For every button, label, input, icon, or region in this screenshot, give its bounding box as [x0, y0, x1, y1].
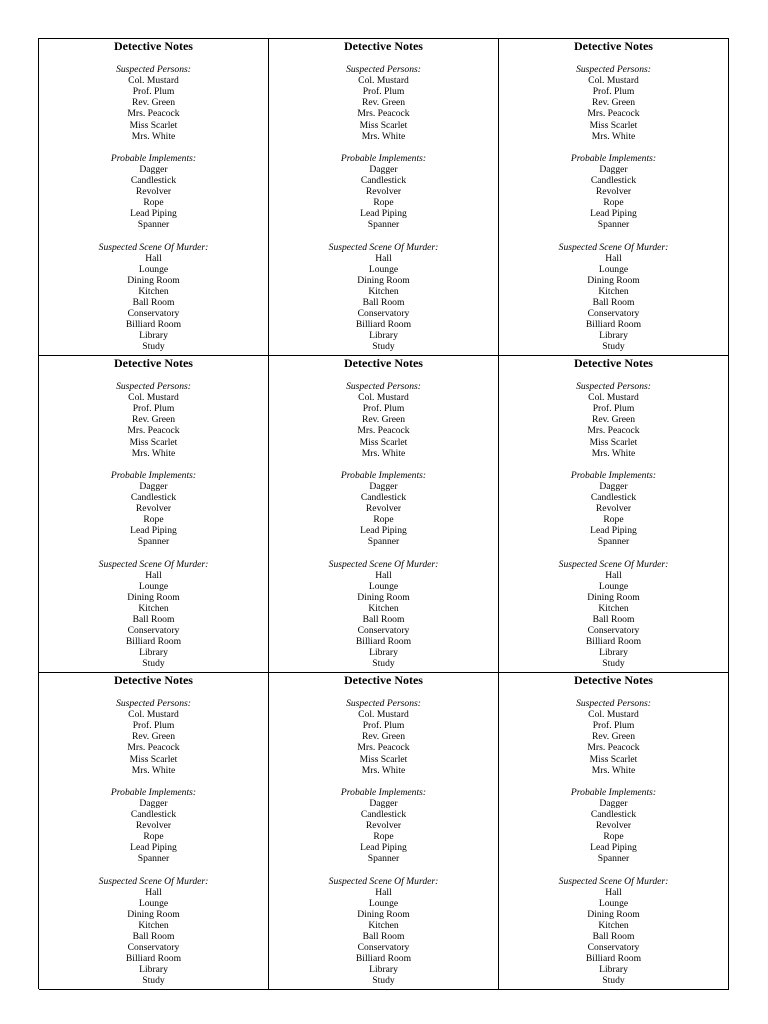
list-item: Rev. Green: [591, 731, 636, 743]
list-item: Spanner: [597, 536, 630, 548]
list-item: Ball Room: [132, 614, 175, 626]
list-item: Spanner: [367, 536, 400, 548]
list-item: Rope: [143, 197, 164, 209]
list-item: Prof. Plum: [362, 86, 405, 98]
list-item: Spanner: [367, 219, 400, 231]
section-suspects: [39, 381, 268, 459]
list-item: Dining Room: [127, 591, 180, 603]
section-heading: Probable Implements:: [570, 152, 657, 164]
list-item: Lead Piping: [590, 208, 637, 220]
section-rooms: [39, 876, 268, 987]
list-item: Billiard Room: [125, 636, 182, 648]
list-item: Kitchen: [138, 920, 169, 932]
list-item: Rope: [373, 514, 394, 526]
section-heading: Suspected Persons:: [576, 381, 651, 392]
list-item: Col. Mustard: [128, 709, 179, 721]
section-heading: Suspected Scene Of Murder:: [328, 241, 439, 253]
list-item: Mrs. Peacock: [127, 425, 180, 437]
list-item: Study: [602, 975, 625, 987]
section-rooms: [39, 559, 268, 670]
list-item: Dining Room: [587, 274, 640, 286]
list-item: Ball Room: [362, 297, 405, 309]
card-title: Detective Notes: [344, 356, 423, 370]
list-item: Lounge: [138, 263, 169, 275]
list-item: Mrs. White: [131, 130, 176, 142]
list-item: Conservatory: [127, 308, 180, 320]
section-implements: [499, 470, 728, 548]
section-suspects: [499, 64, 728, 142]
list-item: Mrs. White: [131, 447, 176, 459]
section-suspects: [269, 698, 498, 776]
detective-notes-card: [499, 39, 729, 356]
section-implements: [39, 470, 268, 548]
list-item: Revolver: [135, 820, 172, 832]
list-item: Dagger: [369, 797, 398, 809]
list-item: Ball Room: [362, 614, 405, 626]
list-item: Library: [599, 647, 628, 659]
list-item: Billiard Room: [355, 953, 412, 965]
list-item: Spanner: [597, 853, 630, 865]
list-item: Conservatory: [357, 942, 410, 954]
card-row: [39, 356, 729, 673]
list-item: Mrs. White: [591, 130, 636, 142]
list-item: Candlestick: [590, 175, 637, 187]
card-title: Detective Notes: [344, 39, 423, 53]
list-item: Miss Scarlet: [589, 119, 638, 131]
list-item: Miss Scarlet: [129, 753, 178, 765]
section-heading: Suspected Persons:: [346, 64, 421, 75]
list-item: Spanner: [597, 219, 630, 231]
section-suspects: [499, 381, 728, 459]
list-item: Revolver: [135, 503, 172, 515]
list-item: Billiard Room: [125, 953, 182, 965]
list-item: Lounge: [598, 580, 629, 592]
list-item: Dining Room: [357, 908, 410, 920]
list-item: Library: [599, 330, 628, 342]
card-title: Detective Notes: [114, 39, 193, 53]
list-item: Candlestick: [130, 809, 177, 821]
section-implements: [269, 470, 498, 548]
section-heading: Suspected Scene Of Murder:: [558, 241, 669, 253]
list-item: Revolver: [595, 186, 632, 198]
list-item: Rope: [603, 514, 624, 526]
list-item: Library: [369, 964, 398, 976]
list-item: Mrs. White: [131, 764, 176, 776]
list-item: Mrs. White: [591, 447, 636, 459]
section-implements: [499, 787, 728, 865]
section-heading: Probable Implements:: [110, 786, 197, 798]
list-item: Kitchen: [138, 603, 169, 615]
list-item: Col. Mustard: [358, 75, 409, 87]
list-item: Candlestick: [130, 492, 177, 504]
list-item: Lounge: [368, 263, 399, 275]
list-item: Lounge: [368, 580, 399, 592]
list-item: Dagger: [599, 480, 628, 492]
section-heading: Probable Implements:: [340, 152, 427, 164]
list-item: Hall: [605, 569, 622, 581]
list-item: Mrs. White: [361, 130, 406, 142]
list-item: Rope: [373, 197, 394, 209]
detective-notes-card: [499, 673, 729, 990]
section-heading: Suspected Scene Of Murder:: [328, 558, 439, 570]
list-item: Dagger: [139, 480, 168, 492]
list-item: Rev. Green: [591, 97, 636, 109]
list-item: Dining Room: [357, 591, 410, 603]
section-heading: Suspected Persons:: [116, 698, 191, 709]
list-item: Ball Room: [362, 931, 405, 943]
list-item: Ball Room: [592, 297, 635, 309]
list-item: Miss Scarlet: [359, 119, 408, 131]
section-heading: Probable Implements:: [570, 786, 657, 798]
card-title: Detective Notes: [114, 356, 193, 370]
list-item: Conservatory: [587, 308, 640, 320]
list-item: Prof. Plum: [132, 720, 175, 732]
list-item: Prof. Plum: [132, 403, 175, 415]
list-item: Miss Scarlet: [359, 436, 408, 448]
section-heading: Probable Implements:: [340, 786, 427, 798]
list-item: Study: [142, 658, 165, 670]
list-item: Kitchen: [598, 286, 629, 298]
list-item: Study: [372, 341, 395, 353]
section-heading: Suspected Scene Of Murder:: [558, 558, 669, 570]
list-item: Rev. Green: [591, 414, 636, 426]
list-item: Prof. Plum: [592, 403, 635, 415]
list-item: Kitchen: [368, 603, 399, 615]
list-item: Miss Scarlet: [129, 119, 178, 131]
detective-notes-card: [39, 673, 269, 990]
list-item: Rope: [373, 831, 394, 843]
list-item: Spanner: [367, 853, 400, 865]
detective-notes-card: [269, 39, 499, 356]
list-item: Rev. Green: [361, 731, 406, 743]
list-item: Conservatory: [587, 942, 640, 954]
list-item: Lead Piping: [130, 842, 177, 854]
list-item: Hall: [145, 569, 162, 581]
section-heading: Suspected Persons:: [346, 381, 421, 392]
section-heading: Suspected Scene Of Murder:: [98, 558, 209, 570]
list-item: Billiard Room: [585, 953, 642, 965]
list-item: Library: [369, 330, 398, 342]
section-suspects: [269, 64, 498, 142]
detective-notes-card: [269, 356, 499, 673]
section-heading: Probable Implements:: [110, 469, 197, 481]
section-rooms: [269, 876, 498, 987]
detective-notes-sheet: [38, 38, 729, 989]
list-item: Prof. Plum: [592, 86, 635, 98]
list-item: Lead Piping: [360, 842, 407, 854]
section-rooms: [269, 559, 498, 670]
list-item: Mrs. Peacock: [127, 108, 180, 120]
list-item: Rope: [603, 197, 624, 209]
list-item: Rev. Green: [361, 97, 406, 109]
list-item: Hall: [375, 252, 392, 264]
list-item: Mrs. Peacock: [357, 425, 410, 437]
list-item: Dining Room: [357, 274, 410, 286]
list-item: Conservatory: [587, 625, 640, 637]
list-item: Kitchen: [368, 920, 399, 932]
list-item: Library: [599, 964, 628, 976]
list-item: Conservatory: [357, 625, 410, 637]
list-item: Dining Room: [127, 908, 180, 920]
list-item: Mrs. White: [361, 764, 406, 776]
detective-notes-card: [269, 673, 499, 990]
list-item: Library: [139, 964, 168, 976]
list-item: Hall: [375, 886, 392, 898]
section-heading: Suspected Persons:: [576, 698, 651, 709]
list-item: Rev. Green: [131, 97, 176, 109]
list-item: Dagger: [599, 163, 628, 175]
list-item: Col. Mustard: [588, 392, 639, 404]
list-item: Candlestick: [130, 175, 177, 187]
list-item: Spanner: [137, 853, 170, 865]
list-item: Dagger: [139, 163, 168, 175]
list-item: Study: [142, 341, 165, 353]
list-item: Ball Room: [132, 931, 175, 943]
section-heading: Suspected Persons:: [346, 698, 421, 709]
list-item: Mrs. Peacock: [587, 742, 640, 754]
section-implements: [269, 153, 498, 231]
list-item: Study: [372, 975, 395, 987]
list-item: Lead Piping: [360, 208, 407, 220]
card-title: Detective Notes: [344, 673, 423, 687]
section-heading: Suspected Persons:: [116, 381, 191, 392]
list-item: Candlestick: [360, 809, 407, 821]
list-item: Mrs. White: [591, 764, 636, 776]
list-item: Rev. Green: [131, 731, 176, 743]
section-rooms: [269, 242, 498, 353]
detective-notes-card: [499, 356, 729, 673]
card-title: Detective Notes: [574, 356, 653, 370]
section-suspects: [269, 381, 498, 459]
list-item: Study: [142, 975, 165, 987]
card-title: Detective Notes: [574, 673, 653, 687]
list-item: Kitchen: [138, 286, 169, 298]
list-item: Col. Mustard: [128, 75, 179, 87]
list-item: Library: [139, 647, 168, 659]
section-rooms: [39, 242, 268, 353]
section-rooms: [499, 559, 728, 670]
list-item: Lounge: [598, 263, 629, 275]
list-item: Kitchen: [598, 920, 629, 932]
section-heading: Suspected Scene Of Murder:: [328, 875, 439, 887]
list-item: Library: [369, 647, 398, 659]
list-item: Hall: [605, 886, 622, 898]
list-item: Candlestick: [590, 809, 637, 821]
list-item: Study: [602, 341, 625, 353]
list-item: Candlestick: [590, 492, 637, 504]
list-item: Candlestick: [360, 175, 407, 187]
section-heading: Probable Implements:: [570, 469, 657, 481]
list-item: Spanner: [137, 536, 170, 548]
list-item: Prof. Plum: [362, 720, 405, 732]
list-item: Lead Piping: [130, 525, 177, 537]
list-item: Revolver: [595, 820, 632, 832]
list-item: Rev. Green: [361, 414, 406, 426]
card-title: Detective Notes: [574, 39, 653, 53]
section-suspects: [39, 698, 268, 776]
list-item: Mrs. Peacock: [587, 108, 640, 120]
list-item: Prof. Plum: [362, 403, 405, 415]
list-item: Hall: [375, 569, 392, 581]
list-item: Billiard Room: [125, 319, 182, 331]
list-item: Revolver: [135, 186, 172, 198]
list-item: Billiard Room: [355, 319, 412, 331]
list-item: Dining Room: [587, 591, 640, 603]
list-item: Col. Mustard: [358, 709, 409, 721]
list-item: Prof. Plum: [592, 720, 635, 732]
section-heading: Probable Implements:: [340, 469, 427, 481]
list-item: Spanner: [137, 219, 170, 231]
list-item: Prof. Plum: [132, 86, 175, 98]
list-item: Conservatory: [127, 942, 180, 954]
list-item: Lead Piping: [130, 208, 177, 220]
list-item: Kitchen: [368, 286, 399, 298]
list-item: Col. Mustard: [588, 709, 639, 721]
list-item: Col. Mustard: [128, 392, 179, 404]
list-item: Revolver: [365, 186, 402, 198]
list-item: Mrs. Peacock: [127, 742, 180, 754]
section-heading: Probable Implements:: [110, 152, 197, 164]
list-item: Dagger: [369, 163, 398, 175]
list-item: Conservatory: [357, 308, 410, 320]
list-item: Miss Scarlet: [589, 753, 638, 765]
list-item: Kitchen: [598, 603, 629, 615]
list-item: Lounge: [138, 897, 169, 909]
list-item: Ball Room: [592, 614, 635, 626]
list-item: Rope: [603, 831, 624, 843]
list-item: Billiard Room: [585, 319, 642, 331]
list-item: Revolver: [595, 503, 632, 515]
list-item: Revolver: [365, 820, 402, 832]
list-item: Mrs. Peacock: [587, 425, 640, 437]
detective-notes-card: [39, 356, 269, 673]
section-heading: Suspected Persons:: [576, 64, 651, 75]
detective-notes-card: [39, 39, 269, 356]
list-item: Rope: [143, 831, 164, 843]
list-item: Miss Scarlet: [589, 436, 638, 448]
list-item: Dining Room: [587, 908, 640, 920]
list-item: Revolver: [365, 503, 402, 515]
section-heading: Suspected Scene Of Murder:: [98, 875, 209, 887]
section-suspects: [499, 698, 728, 776]
list-item: Lounge: [368, 897, 399, 909]
list-item: Mrs. Peacock: [357, 742, 410, 754]
section-implements: [39, 787, 268, 865]
list-item: Conservatory: [127, 625, 180, 637]
list-item: Lounge: [138, 580, 169, 592]
list-item: Study: [372, 658, 395, 670]
list-item: Hall: [145, 252, 162, 264]
list-item: Study: [602, 658, 625, 670]
section-suspects: [39, 64, 268, 142]
card-row: [39, 673, 729, 990]
list-item: Col. Mustard: [588, 75, 639, 87]
list-item: Mrs. White: [361, 447, 406, 459]
list-item: Library: [139, 330, 168, 342]
list-item: Rope: [143, 514, 164, 526]
section-heading: Suspected Persons:: [116, 64, 191, 75]
list-item: Col. Mustard: [358, 392, 409, 404]
list-item: Lead Piping: [590, 525, 637, 537]
list-item: Dagger: [599, 797, 628, 809]
section-implements: [39, 153, 268, 231]
list-item: Hall: [145, 886, 162, 898]
list-item: Lead Piping: [360, 525, 407, 537]
section-rooms: [499, 242, 728, 353]
section-rooms: [499, 876, 728, 987]
card-title: Detective Notes: [114, 673, 193, 687]
list-item: Lead Piping: [590, 842, 637, 854]
section-heading: Suspected Scene Of Murder:: [98, 241, 209, 253]
section-implements: [269, 787, 498, 865]
list-item: Billiard Room: [355, 636, 412, 648]
list-item: Rev. Green: [131, 414, 176, 426]
section-heading: Suspected Scene Of Murder:: [558, 875, 669, 887]
list-item: Mrs. Peacock: [357, 108, 410, 120]
list-item: Ball Room: [132, 297, 175, 309]
list-item: Billiard Room: [585, 636, 642, 648]
section-implements: [499, 153, 728, 231]
list-item: Hall: [605, 252, 622, 264]
list-item: Lounge: [598, 897, 629, 909]
list-item: Miss Scarlet: [129, 436, 178, 448]
card-row: [39, 39, 729, 356]
list-item: Dining Room: [127, 274, 180, 286]
list-item: Miss Scarlet: [359, 753, 408, 765]
list-item: Candlestick: [360, 492, 407, 504]
list-item: Ball Room: [592, 931, 635, 943]
list-item: Dagger: [369, 480, 398, 492]
list-item: Dagger: [139, 797, 168, 809]
